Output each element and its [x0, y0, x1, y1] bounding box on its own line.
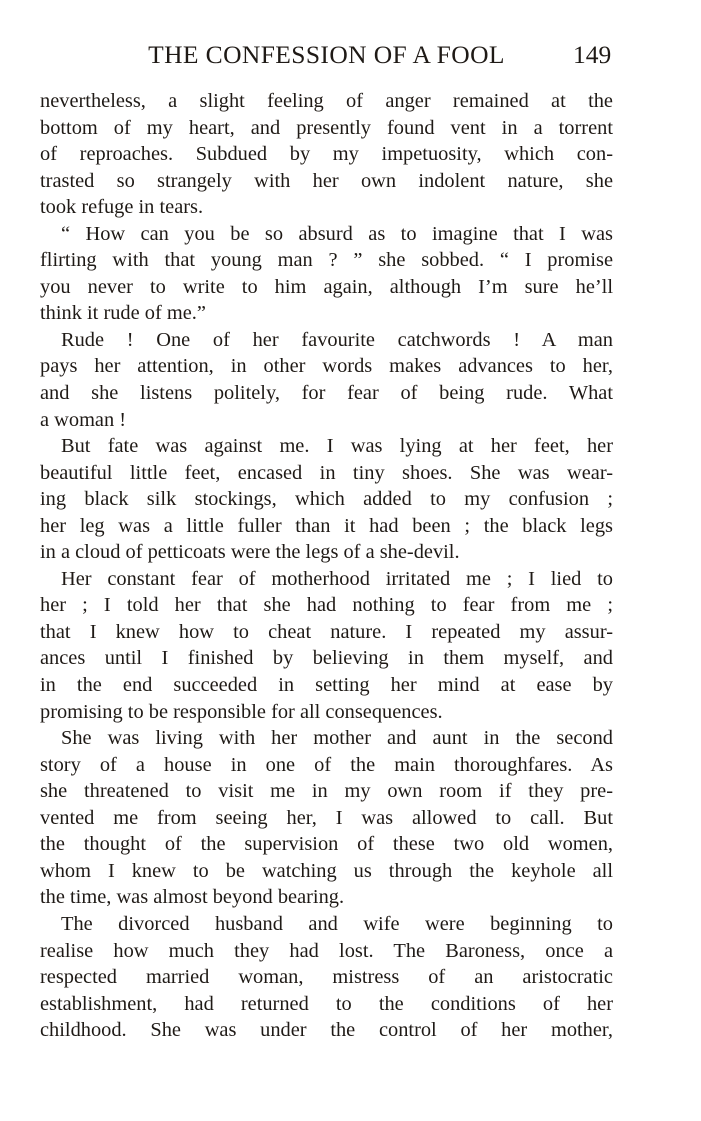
page-number: 149	[573, 40, 612, 69]
text-line: The divorced husband and wife were beginning to	[61, 912, 613, 935]
text-line: “ How can you be so absurd as to imagine that I was	[61, 222, 613, 245]
text-line: She was living with her mother and aunt in the second	[61, 727, 613, 750]
text-line: think it rude of me.”	[40, 302, 206, 325]
text-line: you never to write to him again, although I’m sure he’ll	[40, 275, 613, 298]
text-line: ances until I finished by believing in them myself, and	[40, 647, 613, 670]
text-line: the thought of the supervision of these two old women,	[40, 833, 613, 856]
text-line: her leg was a little fuller than it had been ; the black legs	[40, 514, 613, 537]
text-line: flirting with that young man ? ” she sobbed. “ I promise	[40, 249, 613, 272]
text-line: whom I knew to be watching us through the keyhole all	[40, 859, 613, 882]
text-line: and she listens politely, for fear of being rude. What	[40, 382, 613, 405]
text-line: in a cloud of petticoats were the legs of a she-devil.	[40, 541, 460, 564]
text-line: the time, was almost beyond bearing.	[40, 886, 345, 909]
text-line: a woman !	[40, 408, 127, 431]
text-line: pays her attention, in other words makes advances to her,	[40, 355, 613, 378]
running-title: THE CONFESSION OF A FOOL	[148, 40, 505, 69]
text-line: that I knew how to cheat nature. I repeated my assur-	[40, 620, 613, 643]
text-line: Her constant fear of motherhood irritated me ; I lied to	[61, 567, 613, 590]
text-line: respected married woman, mistress of an aristocratic	[40, 966, 613, 989]
text-line: beautiful little feet, encased in tiny shoes. She was wear-	[40, 461, 613, 484]
text-line: nevertheless, a slight feeling of anger remained at the	[40, 90, 613, 112]
text-line: childhood. She was under the control of her mother,	[40, 1019, 613, 1042]
text-line: vented me from seeing her, I was allowed to call. But	[40, 806, 613, 829]
text-line: her ; I told her that she had nothing to fear from me ;	[40, 594, 613, 617]
text-line: realise how much they had lost. The Baroness, once a	[40, 939, 613, 962]
text-line: bottom of my heart, and presently found vent in a torrent	[40, 116, 613, 139]
text-line: establishment, had returned to the conditions of her	[40, 992, 613, 1015]
body-text	[40, 88, 613, 1044]
text-line: in the end succeeded in setting her mind at ease by	[40, 674, 613, 697]
text-line: ing black silk stockings, which added to my confusion ;	[40, 488, 613, 511]
text-line: Rude ! One of her favourite catchwords ! A man	[61, 328, 613, 351]
text-line: took refuge in tears.	[40, 196, 204, 219]
text-line: of reproaches. Subdued by my impetuosity, which con-	[40, 143, 613, 166]
text-line: trasted so strangely with her own indolent nature, she	[40, 169, 613, 192]
text-line: she threatened to visit me in my own room if they pre-	[40, 780, 613, 803]
text-line: story of a house in one of the main thoroughfares. As	[40, 753, 613, 776]
text-line: promising to be responsible for all consequences.	[40, 700, 443, 723]
text-line: But fate was against me. I was lying at her feet, her	[61, 435, 613, 458]
